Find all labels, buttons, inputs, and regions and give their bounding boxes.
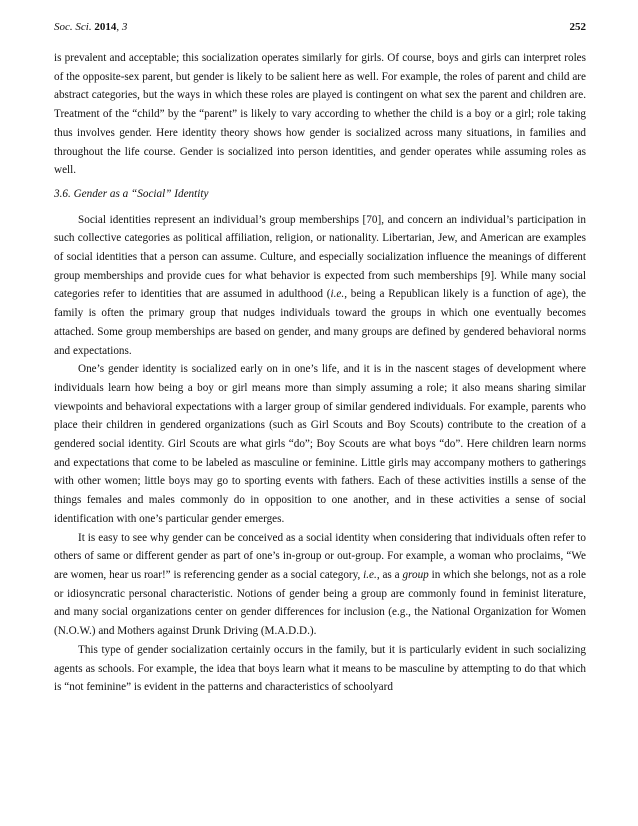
italic-ie: i.e.: [330, 288, 345, 301]
paragraph-social-identities: [54, 211, 586, 361]
paragraph-continued: is prevalent and acceptable; this socialization operates similarly for girls. Of course, boys and girls can interpret roles of the opposite-sex parent, but gender is likely to be salient here as well. For example, the roles of parent and child are abstract categories, but the ways in which these roles are played is contingent on what sex the parent and children are. Treatment of the “child” by the “parent” is likely to vary according to whether the child is a boy or a girl; role taking thus involves gender. Here identity theory shows how gender is socialized across many situations, in families and throughout the life course. Gender is socialized into person identities, and gender operates while assuming roles as well.: [54, 52, 586, 177]
journal-citation: Soc. Sci. 2014, 3: [54, 21, 128, 33]
paragraph-social-category: [54, 529, 586, 641]
paragraph-text: It is easy to see why gender can be conceived as a social identity when considering that individuals often refer to others of same or different gender as part of one’s in-group or out-group. For example, a woman who proclaims, “We are women, hear us roar!” is referencing gender as a social category,: [54, 531, 586, 581]
journal-year: 2014: [94, 21, 117, 33]
journal-name: Soc. Sci.: [54, 21, 92, 33]
paragraph-gender-identity: One’s gender identity is socialized early on in one’s life, and it is in the nascent stages of development where individuals learn how being a boy or girl means more than simply assuming a role; it also means sharing similar viewpoints and behavioral expectations with a larger group of similar gendered individuals. For example, parents who place their children in gendered organizations (such as Girl Scouts and Boy Scouts) contribute to the creation of a gendered social identity. Girl Scouts are what girls “do”; Boy Scouts are what boys “do”. Here children learn norms and expectations that come to be labeled as masculine or feminine. Little girls may accompany mothers to gatherings with other women; little boys may go to sporting events with fathers. Each of these activities instills a sense of the things females and males commonly do in opposition to one another, and in these activities a sense of social identification with one’s particular gender emerges.: [54, 363, 586, 525]
journal-volume: 3: [121, 21, 128, 33]
paragraph-text: Social identities represent an individual’s group memberships [70], and concern an individual’s participation in such collective categories as political affiliation, religion, or nationality. Libertarian, Jew, and American are examples of social identities that a person can assume. Culture, and especially socialization influence the meanings of different group memberships and provide cues for what behavior is expected from such memberships [9]. While many social categories refer to identities that are assumed in adulthood (: [54, 213, 586, 301]
body-text: [54, 49, 586, 697]
paragraph-text: , as a: [376, 568, 403, 581]
paragraph-schools: This type of gender socialization certainly occurs in the family, but it is particularly evident in such socializing agents as schools. For example, the idea that boys learn what it means to be masculine by attempting to do that which is “not feminine” is evident in the patterns and characteristics of schoolyard: [54, 643, 586, 694]
paragraph-text: , being a Republican likely is a function of age), the family is often the primary group that nudges individuals toward the groups in which one eventually becomes attached. Some group memberships are based on gender, and many groups are defined by gendered behavioral norms and expectations.: [54, 288, 586, 357]
page-number: 252: [569, 21, 586, 33]
paragraph-text: in which she belongs, not as a role or idiosyncratic personal characteristic. Notions of gender being a group are commonly found in feminist literature, and many social organizations center on gender differences for inclusion (e.g., the National Organization for Women (N.O.W.) and Mothers against Drunk Driving (M.A.D.D.).: [54, 568, 587, 638]
italic-group: group: [402, 568, 429, 581]
section-heading: 3.6. Gender as a “Social” Identity: [54, 187, 209, 200]
italic-ie: i.e.: [363, 568, 377, 581]
running-header: [54, 21, 586, 33]
